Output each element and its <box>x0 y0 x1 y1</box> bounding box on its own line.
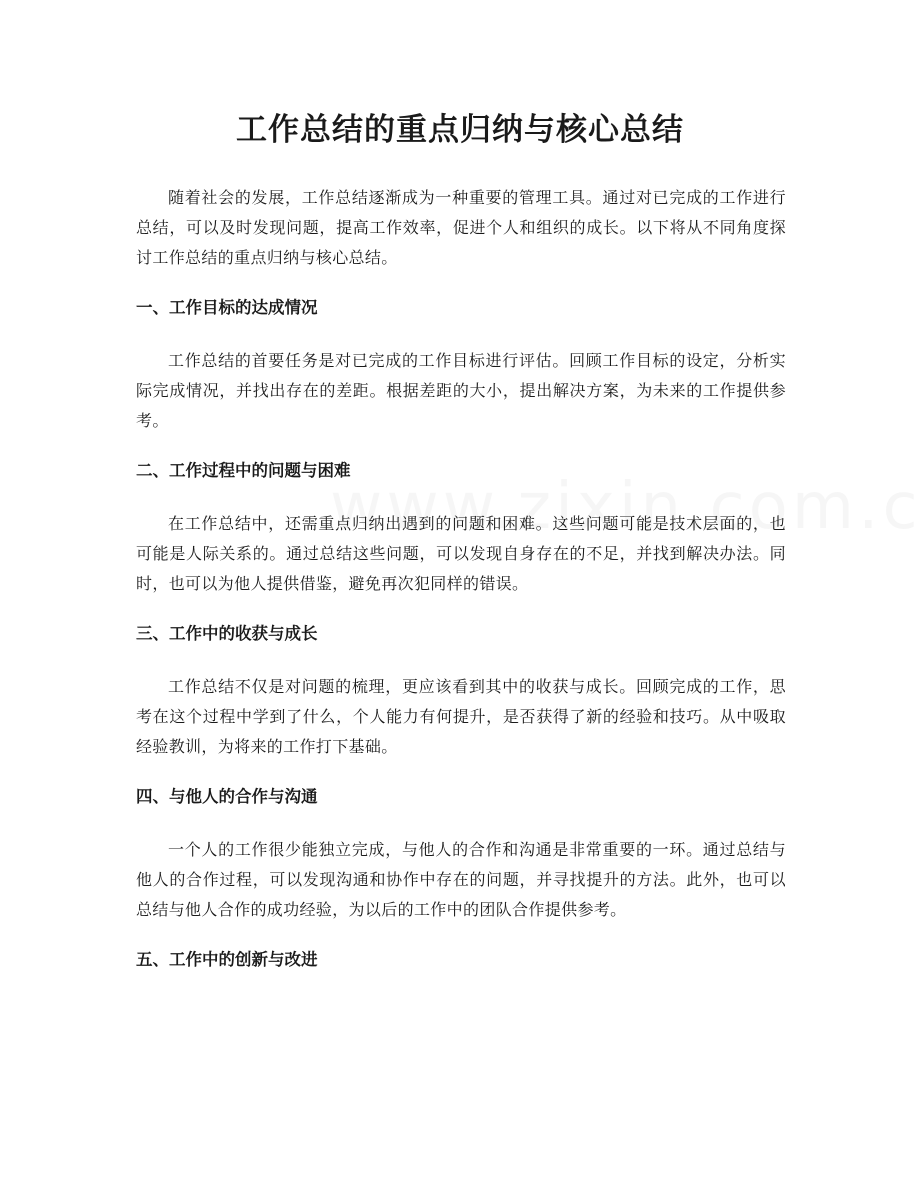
section-paragraph-4: 一个人的工作很少能独立完成，与他人的合作和沟通是非常重要的一环。通过总结与他人的合作过程，可以发现沟通和协作中存在的问题，并寻找提升的方法。此外，也可以总结与他人合作的成功经验，为以后的工作中的团队合作提供参考。 <box>136 840 786 919</box>
document-body <box>136 183 786 975</box>
section-heading-1: 一、工作目标的达成情况 <box>136 298 318 317</box>
section-paragraph-2: 在工作总结中，还需重点归纳出遇到的问题和困难。这些问题可能是技术层面的，也可能是人际关系的。通过总结这些问题，可以发现自身存在的不足，并找到解决办法。同时，也可以为他人提供借鉴，避免再次犯同样的错误。 <box>136 514 786 593</box>
document-title: 工作总结的重点归纳与核心总结 <box>236 112 684 148</box>
intro-paragraph: 随着社会的发展，工作总结逐渐成为一种重要的管理工具。通过对已完成的工作进行总结，可以及时发现问题，提高工作效率，促进个人和组织的成长。以下将从不同角度探讨工作总结的重点归纳与核心总结。 <box>136 188 786 267</box>
section-paragraph-3: 工作总结不仅是对问题的梳理，更应该看到其中的收获与成长。回顾完成的工作，思考在这个过程中学到了什么，个人能力有何提升，是否获得了新的经验和技巧。从中吸取经验教训，为将来的工作打下基础。 <box>136 677 786 756</box>
section-heading-3: 三、工作中的收获与成长 <box>136 624 318 643</box>
section-paragraph-1: 工作总结的首要任务是对已完成的工作目标进行评估。回顾工作目标的设定，分析实际完成情况，并找出存在的差距。根据差距的大小，提出解决方案，为未来的工作提供参考。 <box>136 351 786 430</box>
section-heading-2: 二、工作过程中的问题与困难 <box>136 461 351 480</box>
section-heading-4: 四、与他人的合作与沟通 <box>136 787 318 806</box>
section-heading-5: 五、工作中的创新与改进 <box>136 950 318 969</box>
